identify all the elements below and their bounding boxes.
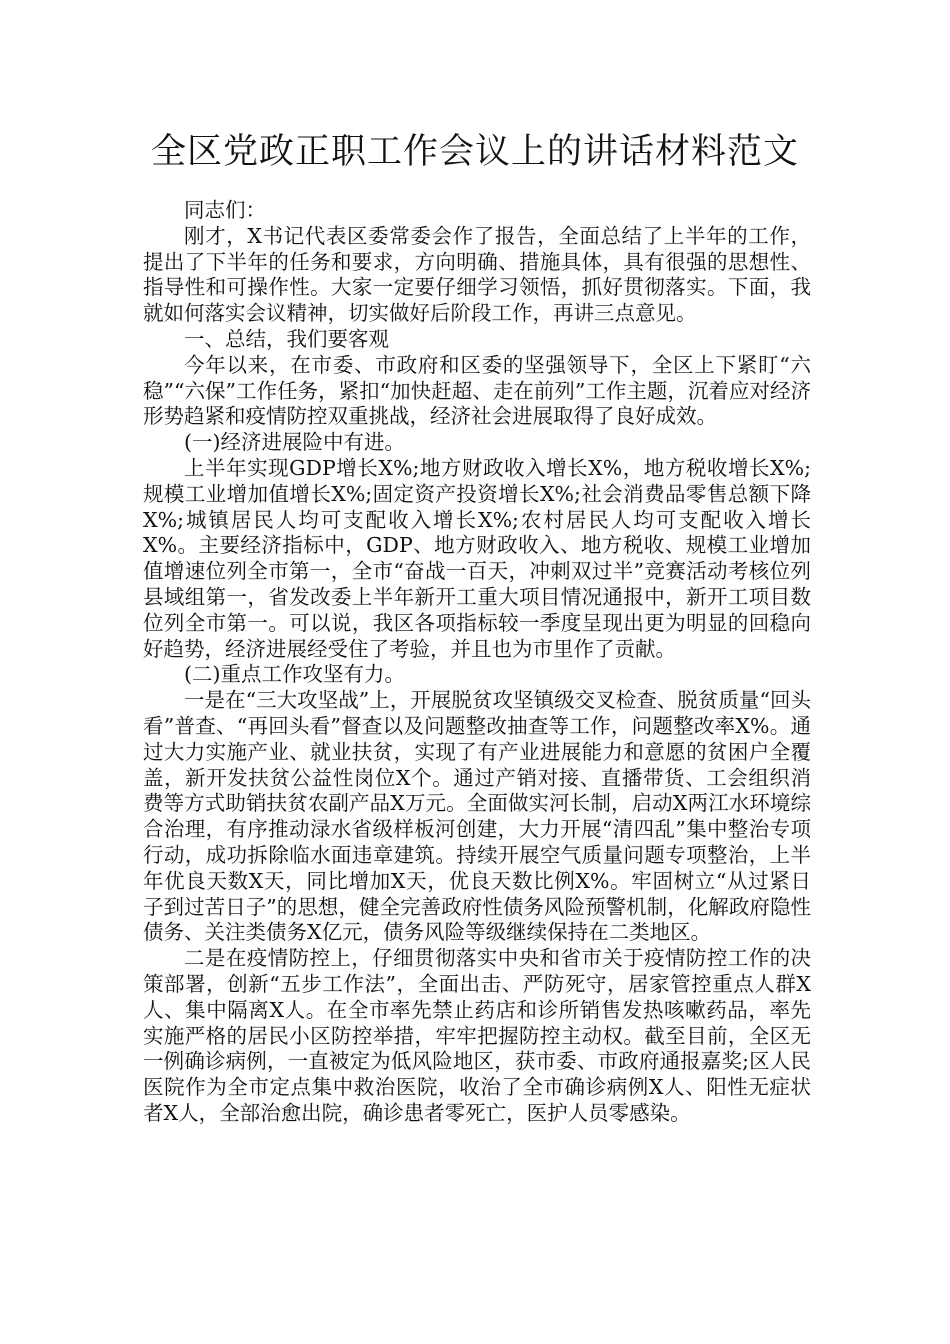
subsection-heading-2: (二)重点工作攻坚有力。 xyxy=(184,662,405,687)
salutation: 同志们： xyxy=(184,198,266,222)
paragraph-intro: 刚才，X书记代表区委常委会作了报告，全面总结了上半年的工作，提出了下半年的任务和要求，方向明确、措施具体，具有很强的思想性、指导性和可操作性。大家一定要仔细学习领悟，抓好贯彻落实。下面，我就如何落实会议精神，切实做好后阶段工作，再讲三点意见。 xyxy=(143,223,811,326)
document-title: 全区党政正职工作会议上的讲话材料范文 xyxy=(150,132,799,172)
paragraph-overview: 今年以来，在市委、市政府和区委的坚强领导下，全区上下紧盯“六稳”“六保”工作任务，紧扣“加快赶超、走在前列”工作主题，沉着应对经济形势趋紧和疫情防控双重挑战，经济社会进展取得了良好成效。 xyxy=(143,352,811,429)
paragraph-three-battles: 一是在“三大攻坚战”上，开展脱贫攻坚镇级交叉检查、脱贫质量“回头看”普查、“再回头看”督查以及问题整改抽查等工作，问题整改率X%。通过大力实施产业、就业扶贫，实现了有产业进展能力和意愿的贫困户全覆盖，新开发扶贫公益性岗位X个。通过产销对接、直播带货、工会组织消费等方式助销扶贫农副产品X万元。全面做实河长制，启动X两江水环境综合治理，有序推动渌水省级样板河创建，大力开展“清四乱”集中整治专项行动，成功拆除临水面违章建筑。持续开展空气质量问题专项整治，上半年优良天数X天，同比增加X天，优良天数比例X%。牢固树立“从过紧日子到过苦日子”的思想，健全完善政府性债务风险预警机制，化解政府隐性债务、关注类债务X亿元，债务风险等级继续保持在二类地区。 xyxy=(143,688,811,945)
paragraph-economy: 上半年实现GDP增长X%;地方财政收入增长X%，地方税收增长X%;规模工业增加值增长X%;固定资产投资增长X%;社会消费品零售总额下降X%;城镇居民人均可支配收入增长X%;农村居民人均可支配收入增长X%。主要经济指标中，GDP、地方财政收入、地方税收、规模工业增加值增速位列全市第一，全市“奋战一百天，冲刺双过半”竞赛活动考核位列县域组第一，省发改委上半年新开工重大项目情况通报中，新开工项目数位列全市第一。可以说，我区各项指标较一季度呈现出更为明显的回稳向好趋势，经济进展经受住了考验，并且也为市里作了贡献。 xyxy=(143,455,811,661)
section-heading-1: 一、总结，我们要客观 xyxy=(184,326,389,351)
document-body xyxy=(143,198,811,1127)
paragraph-epidemic: 二是在疫情防控上，仔细贯彻落实中央和省市关于疫情防控工作的决策部署，创新“五步工作法”，全面出击、严防死守，居家管控重点人群X人、集中隔离X人。在全市率先禁止药店和诊所销售发热咳嗽药品，率先实施严格的居民小区防控举措，牢牢把握防控主动权。截至目前，全区无一例确诊病例，一直被定为低风险地区，获市委、市政府通报嘉奖;区人民医院作为全市定点集中救治医院，收治了全市确诊病例X人、阳性无症状者X人，全部治愈出院，确诊患者零死亡，医护人员零感染。 xyxy=(143,946,811,1125)
subsection-heading-1: (一)经济进展险中有进。 xyxy=(184,430,405,455)
